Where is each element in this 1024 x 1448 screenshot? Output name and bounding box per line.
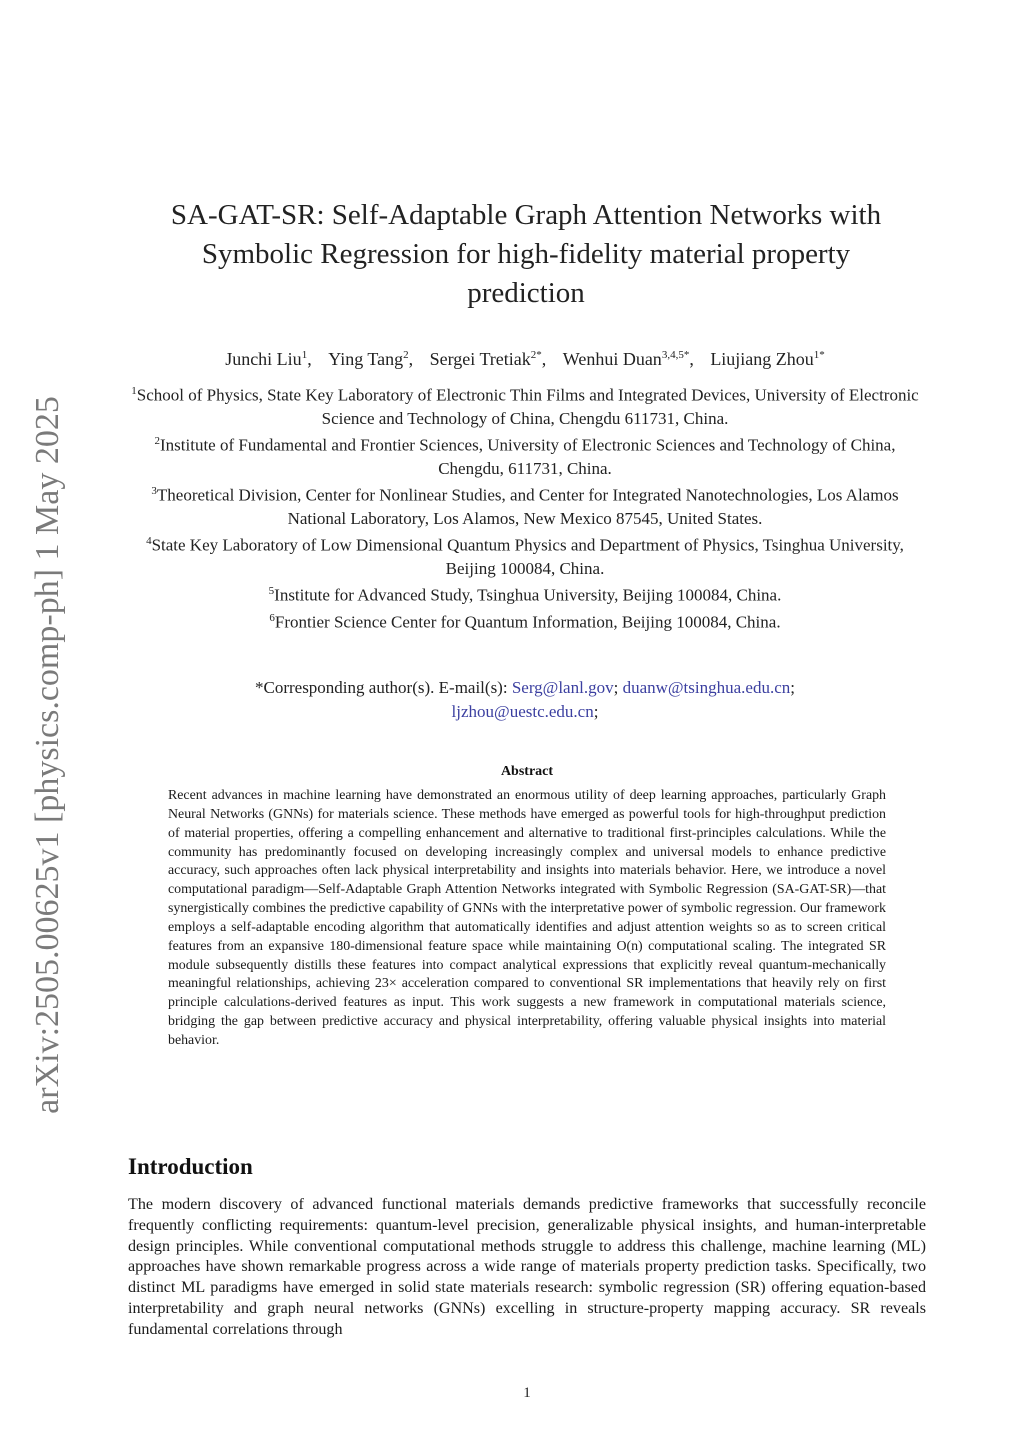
abstract-heading: Abstract [500, 764, 554, 779]
affiliation-list [130, 380, 920, 634]
corresponding-authors [130, 676, 920, 724]
author-affiliation-marker: 1 [301, 349, 308, 361]
author-affiliation-marker: 2* [530, 349, 542, 361]
introduction-text: The modern discovery of advanced functional materials demands predictive frameworks that successfully reconcile frequently conflicting requirements: quantum-level precision, generalizable physical insights, and human-interpretable design principles. While conventional computational methods struggle to address this challenge, machine learning (ML) approaches have shown remarkable progress across a wide range of materials property prediction tasks. Specifically, two distinct ML paradigms have emerged in solid state materials research: symbolic regression (SR) offering equation-based interpretability and graph neural networks (GNNs) excelling in structure-property mapping accuracy. SR reveals fundamental correlations through [128, 1196, 926, 1338]
affiliation-text: Institute for Advanced Study, Tsinghua University, Beijing 100084, China. [274, 585, 782, 605]
author-name: Junchi Liu [225, 349, 302, 369]
author-separator: , [541, 349, 547, 369]
corresponding-prefix: *Corresponding author(s). E-mail(s): [254, 678, 512, 697]
affiliation [130, 430, 920, 480]
affiliation [130, 580, 920, 607]
email-link-ljzhou[interactable]: ljzhou@uestc.edu.cn [451, 702, 594, 721]
arxiv-identifier-stamp[interactable]: arXiv:2505.00625v1 [physics.comp-ph] 1 May 2025 [29, 396, 66, 1114]
author-separator: , [689, 349, 694, 369]
affiliation-number: 5 [268, 585, 275, 598]
email-separator: ; [593, 702, 599, 721]
affiliation-number: 1 [131, 385, 137, 397]
author [710, 349, 824, 369]
email-link-duanw[interactable]: duanw@tsinghua.edu.cn [622, 678, 791, 697]
author-affiliation-marker: 1* [813, 349, 825, 361]
author-affiliation-marker: 2 [403, 349, 409, 361]
page-number: 1 [523, 1385, 531, 1401]
author [563, 349, 694, 369]
affiliation-number: 4 [146, 535, 152, 548]
affiliation-number: 3 [151, 485, 157, 498]
affiliation [130, 607, 920, 634]
abstract-text: Recent advances in machine learning have demonstrated an enormous utility of deep learning approaches, particularly Graph Neural Networks (GNNs) for materials science. These methods have emerged as powerful tools for high-throughput prediction of material properties, offering a compelling enhancement and alternative to traditional first-principles calculations. While the community has predominantly focused on developing increasingly complex and universal models to enhance predictive accuracy, such approaches often lack physical interpretability and insights into materials behavior. Here, we introduce a novel computational paradigm—Self-Adaptable Graph Attention Networks integrated with Symbolic Regression (SA-GAT-SR)—that synergistically combines the predictive capability of GNNs with the interpretative power of symbolic regression. Our framework employs a self-adaptable encoding algorithm that automatically identifies and adjust attention weights so as to screen critical features from an expansive 180-dimensional feature space while maintaining O(n) computational scaling. The integrated SR module subsequently distills these features into compact analytical expressions that explicitly reveal quantum-mechanically meaningful relationships, achieving 23× acceleration compared to conventional SR implementations that heavily rely on first principle calculations-derived features as input. This work suggests a new framework in computational materials science, bridging the gap between predictive accuracy and physical interpretability, offering valuable physical insights into material behavior. [168, 788, 886, 1048]
author-name: Liujiang Zhou [710, 349, 814, 369]
affiliation-text: Frontier Science Center for Quantum Information, Beijing 100084, China. [274, 612, 781, 632]
paper-title: SA-GAT-SR: Self-Adaptable Graph Attention Networks with Symbolic Regression for high-fidelity material property prediction [170, 199, 882, 309]
author-list [130, 342, 920, 372]
author-name: Sergei Tretiak [429, 349, 531, 369]
affiliation-number: 6 [269, 612, 275, 625]
author-affiliation-marker: 3,4,5* [661, 349, 690, 361]
affiliation-text: State Key Laboratory of Low Dimensional Quantum Physics and Department of Physics, Tsinghua University, Beijing 100084, China. [151, 535, 904, 579]
affiliation [130, 480, 920, 530]
affiliation [130, 380, 920, 430]
email-separator: ; [613, 678, 623, 697]
author-separator: , [408, 349, 414, 369]
introduction-heading: Introduction [128, 1154, 253, 1179]
affiliation [130, 530, 920, 580]
affiliation-text: School of Physics, State Key Laboratory of Electronic Thin Films and Integrated Devices, University of Electronic Science and Technology of China, Chengdu 611731, China. [136, 385, 919, 428]
email-separator: ; [790, 678, 795, 697]
author-name: Ying Tang [328, 349, 404, 369]
affiliation-text: Theoretical Division, Center for Nonlinear Studies, and Center for Integrated Nanotechnologies, Los Alamos National Laboratory, Los Alamos, New Mexico 87545, United States. [156, 485, 899, 528]
affiliation-text: Institute of Fundamental and Frontier Sciences, University of Electronic Sciences and Technology of China, Chengdu, 611731, China. [160, 435, 896, 478]
email-link-serg[interactable]: Serg@lanl.gov [511, 678, 614, 697]
author [430, 349, 547, 369]
author [328, 349, 413, 369]
affiliation-number: 2 [154, 435, 161, 448]
author-name: Wenhui Duan [562, 349, 662, 369]
author-separator: , [307, 349, 312, 369]
author [225, 349, 312, 369]
